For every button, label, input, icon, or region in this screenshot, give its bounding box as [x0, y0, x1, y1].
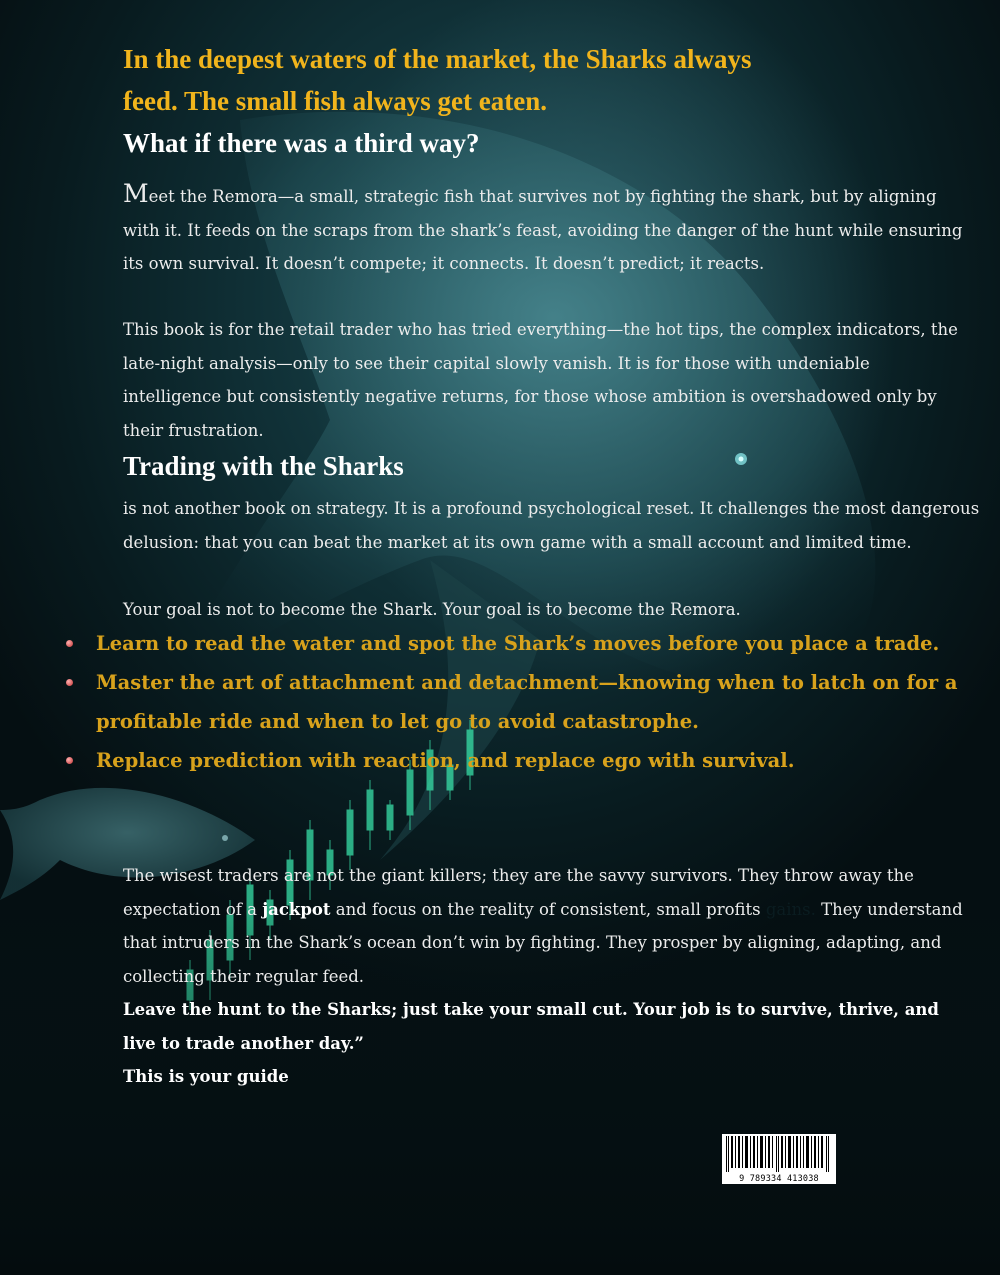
goal-statement: Your goal is not to become the Shark. Your goal is to become the Remora.	[123, 600, 741, 619]
description-paragraph: is not another book on strategy. It is a profound psychological reset. It challenges the most dangerous delusion: that you can beat the market at its own game with a small account and limited time.	[123, 499, 980, 552]
wisdom-text-1: The wisest traders are not the giant killers; they are the savvy survivors. They throw away the expectation of a	[123, 866, 914, 919]
wisdom-paragraph	[123, 859, 963, 993]
benefit-list	[64, 624, 964, 780]
headline-line-2: feed. The small fish always get eaten.	[123, 86, 547, 116]
bullet-icon	[66, 757, 73, 764]
book-title-heading: Trading with the Sharks	[123, 451, 404, 481]
bullet-icon	[66, 640, 73, 647]
intro-paragraph	[123, 177, 963, 281]
question-heading: What if there was a third way?	[123, 128, 480, 158]
intro-dropcap: M	[123, 179, 149, 208]
closing-statement: Leave the hunt to the Sharks; just take your small cut. Your job is to survive, thrive, and live to trade another day.”	[123, 1000, 939, 1053]
isbn-barcode	[722, 1134, 836, 1184]
headline-line-1: In the deepest waters of the market, the Sharks always	[123, 44, 752, 74]
headline	[123, 38, 751, 122]
benefit-item	[64, 741, 964, 780]
intro-text: eet the Remora—a small, strategic fish that survives not by fighting the shark, but by aligning with it. It feeds on the scraps from the shark’s feast, avoiding the danger of the hunt while ensuring its own survival. It doesn’t compete; it connects. It doesn’t predict; it reacts.	[123, 187, 963, 273]
wisdom-text-3: They understand that intruders in the Shark’s ocean don’t win by fighting. They prosper by aligning, adapting, and collecting their regular feed.	[123, 899, 963, 986]
bullet-icon	[66, 679, 73, 686]
benefit-text: Replace prediction with reaction, and replace ego with survival.	[96, 749, 795, 772]
barcode-bars	[722, 1134, 836, 1172]
benefit-item	[64, 663, 964, 741]
benefit-text: Learn to read the water and spot the Shark’s moves before you place a trade.	[96, 632, 940, 655]
isbn-number: 9 789334 413038	[722, 1174, 836, 1184]
benefit-text: Master the art of attachment and detachment—knowing when to latch on for a profitable ride and when to let go to avoid catastrophe.	[96, 671, 958, 733]
benefit-item	[64, 624, 964, 663]
audience-paragraph: This book is for the retail trader who has tried everything—the hot tips, the complex indicators, the late-night analysis—only to see their capital slowly vanish. It is for those with undeniable intelligence but consistently negative returns, for those whose ambition is overshadowed only by their frustration.	[123, 320, 958, 440]
wisdom-faint-word: gains.	[765, 899, 816, 919]
wisdom-bold-word: jackpot	[262, 899, 331, 919]
wisdom-text-2: and focus on the reality of consistent, small profits	[330, 899, 766, 919]
guide-line: This is your guide	[123, 1067, 289, 1086]
